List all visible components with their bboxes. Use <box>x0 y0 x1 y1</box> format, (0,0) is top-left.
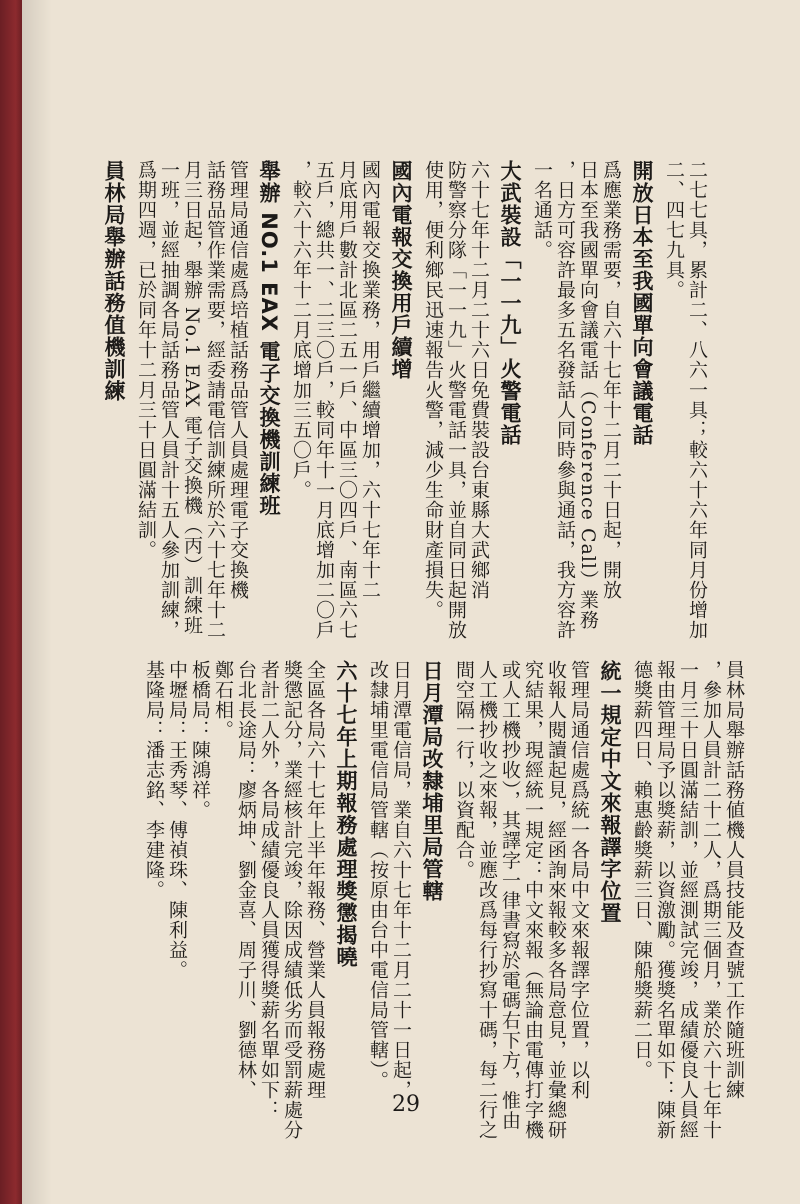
text-line: 月底用戶數計北區二五一戶、中區三〇四戶、南區六七 <box>336 160 358 640</box>
text-line: 管理局通信處爲培植話務品管人員處理電子交換機 <box>227 160 249 600</box>
text-line: 日本至我國單向會議電話（Conference Call）業務 <box>577 160 599 630</box>
text-line: 者計二人外，各局成績優良人員獲得獎薪名單如下： <box>258 660 280 1120</box>
text-line: 改隸埔里電信局管轄（按原由台中電信局管轄）。 <box>367 660 389 1091</box>
text-line: 使用，便利鄉民迅速報告火警，減少生命財產損失。 <box>422 160 444 620</box>
text-line: 鄭石相。 <box>212 660 234 740</box>
text-line: 五戶，總共一、二三〇戶，較同年十一月底增加二〇戶 <box>313 160 335 640</box>
section-heading: 員林局舉辦話務值機訓練 <box>102 160 126 402</box>
text-line: 究結果，現經統一規定：中文來報（無論由電傳打字機 <box>522 660 544 1140</box>
text-line: 收報人閱讀起見，經函詢來報較多各局意見，並彙總研 <box>545 660 567 1140</box>
page-number: 29 <box>392 1092 420 1117</box>
text-line: 員林局舉辦話務値機人員技能及查號工作隨班訓練 <box>723 660 745 1100</box>
text-line: ，日方可容許最多五名發話人同時參與通話，我方容許 <box>554 160 576 640</box>
text-line: 獎懲記分，業經核計完竣，除因成績低劣而受罰薪處分 <box>281 660 303 1140</box>
text-line: 一月三十日圓滿結訓，並經測試完竣，成績優良人員經 <box>677 660 699 1140</box>
text-line: 全區各局六十七年上半年報務、營業人員報務處理 <box>304 660 326 1100</box>
text-line: 二、四七九具。 <box>663 160 685 300</box>
text-line: ，參加人員計二十二人，爲期三個月，業於六十七年十 <box>700 660 722 1140</box>
text-line: 中壢局：王秀琴、傅禎珠、陳利益。 <box>166 660 188 980</box>
text-line: 爲期四週，已於同年十二月三十日圓滿結訓。 <box>135 160 157 560</box>
section-heading: 統一規定中文來報譯字位置 <box>598 660 622 924</box>
top-text-block <box>94 160 708 640</box>
text-line: 報由管理局予以獎薪，以資激勵。獲獎名單如下：陳新 <box>654 660 676 1140</box>
text-line: 月三日起，舉辦 No.1 EAX 電子交換機（丙）訓練班 <box>181 160 203 636</box>
section-heading: 國內電報交換用戶續增 <box>389 160 413 380</box>
text-line: 基隆局：潘志銘、李建隆。 <box>143 660 165 900</box>
section-heading: 開放日本至我國單向會議電話 <box>630 160 654 446</box>
text-line: 國內電報交換業務，用戶繼續增加，六十七年十二 <box>359 160 381 600</box>
text-line: 台北長途局：廖炳坤、劉金喜、周子川、劉德林、 <box>235 660 257 1100</box>
section-heading: 舉辦 NO.1 EAX 電子交換機訓練班 <box>257 160 281 517</box>
section-heading: 日月潭局改隸埔里局管轄 <box>420 660 444 902</box>
text-line: 一班，並經抽調各局話務品管人員計十五人參加訓練， <box>158 160 180 640</box>
section-heading: 大武裝設「一一九」火警電話 <box>498 160 522 446</box>
text-line: 爲應業務需要，自六十七年十二月二十日起，開放 <box>600 160 622 600</box>
section-heading: 六十七年上期報務處理獎懲揭曉 <box>334 660 358 968</box>
text-line: 人工機抄收之來報，並應改爲每行抄寫十碼，每二行之 <box>476 660 498 1140</box>
text-line: 德獎薪四日、賴惠齡獎薪三日、陳船獎薪二日。 <box>631 660 653 1080</box>
text-line: ，較六十六年十二月底增加三五〇戶。 <box>290 160 312 500</box>
text-line: 或人工機抄收），其譯字一律書寫於電碼右下方，惟由 <box>499 660 521 1131</box>
text-line: 板橋局：陳鴻祥。 <box>189 660 211 820</box>
text-line: 二七七具，累計二、八六一具；較六十六年同月份增加 <box>686 160 708 640</box>
text-line: 日月潭電信局，業自六十七年十二月二十一日起， <box>390 660 412 1100</box>
text-line: 間空隔一行，以資配合。 <box>453 660 475 880</box>
text-line: 防警察分隊「一一九」火警電話一具，並自同日起開放 <box>445 160 467 640</box>
text-line: 管理局通信處爲統一各局中文來報譯字位置，以利 <box>568 660 590 1100</box>
text-line: 六十七年十二月二十六日免費裝設台東縣大武鄉消 <box>468 160 490 600</box>
text-line: 一名通話。 <box>531 160 553 260</box>
text-line: 話務品管作業需要，經委請電信訓練所於六十七年十二 <box>204 160 226 640</box>
